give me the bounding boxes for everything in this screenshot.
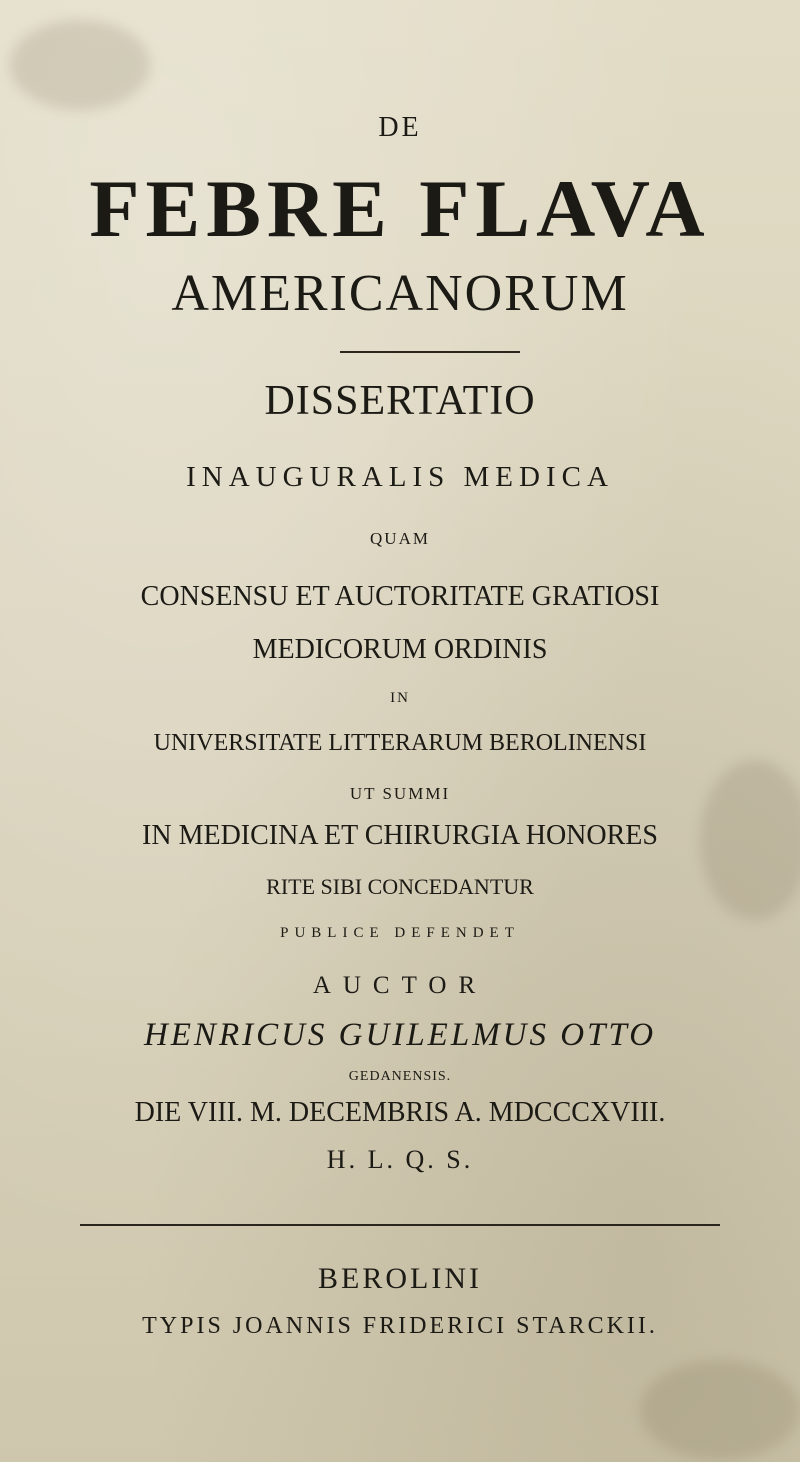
medicorum-line: MEDICORUM ORDINIS xyxy=(252,634,548,665)
dissertation-heading: DISSERTATIO xyxy=(264,378,536,424)
title-preposition: DE xyxy=(378,112,422,143)
inauguralis-line: INAUGURALIS MEDICA xyxy=(186,461,614,493)
paper-stain xyxy=(10,20,150,110)
title-main: FEBRE FLAVA xyxy=(89,163,711,254)
paper-stain xyxy=(640,1360,800,1460)
defense-date: DIE VIII. M. DECEMBRIS A. MDCCCXVIII. xyxy=(134,1097,666,1128)
consensu-line: CONSENSU ET AUCTORITATE GRATIOSI xyxy=(140,581,660,612)
publice-line: PUBLICE DEFENDET xyxy=(280,925,520,941)
title-subtitle: AMERICANORUM xyxy=(171,265,629,322)
imprint-rule xyxy=(80,1224,720,1226)
author-origin: GEDANENSIS. xyxy=(348,1069,452,1084)
rite-line: RITE SIBI CONCEDANTUR xyxy=(266,874,534,899)
ornamental-rule xyxy=(340,351,520,353)
author-name: HENRICUS GUILELMUS OTTO xyxy=(143,1017,657,1053)
university-line: UNIVERSITATE LITTERARUM BEROLINENSI xyxy=(153,730,647,756)
quam-line: QUAM xyxy=(370,529,430,548)
imprint-printer: TYPIS JOANNIS FRIDERICI STARCKII. xyxy=(142,1313,658,1339)
imprint-place: BEROLINI xyxy=(318,1262,482,1295)
ut-summi-line: UT SUMMI xyxy=(349,784,451,803)
auctor-line: AUCTOR xyxy=(312,972,488,999)
honores-line: IN MEDICINA ET CHIRURGIA HONORES xyxy=(142,820,658,851)
in-line: IN xyxy=(390,690,410,706)
hlqs-line: H. L. Q. S. xyxy=(326,1145,474,1174)
